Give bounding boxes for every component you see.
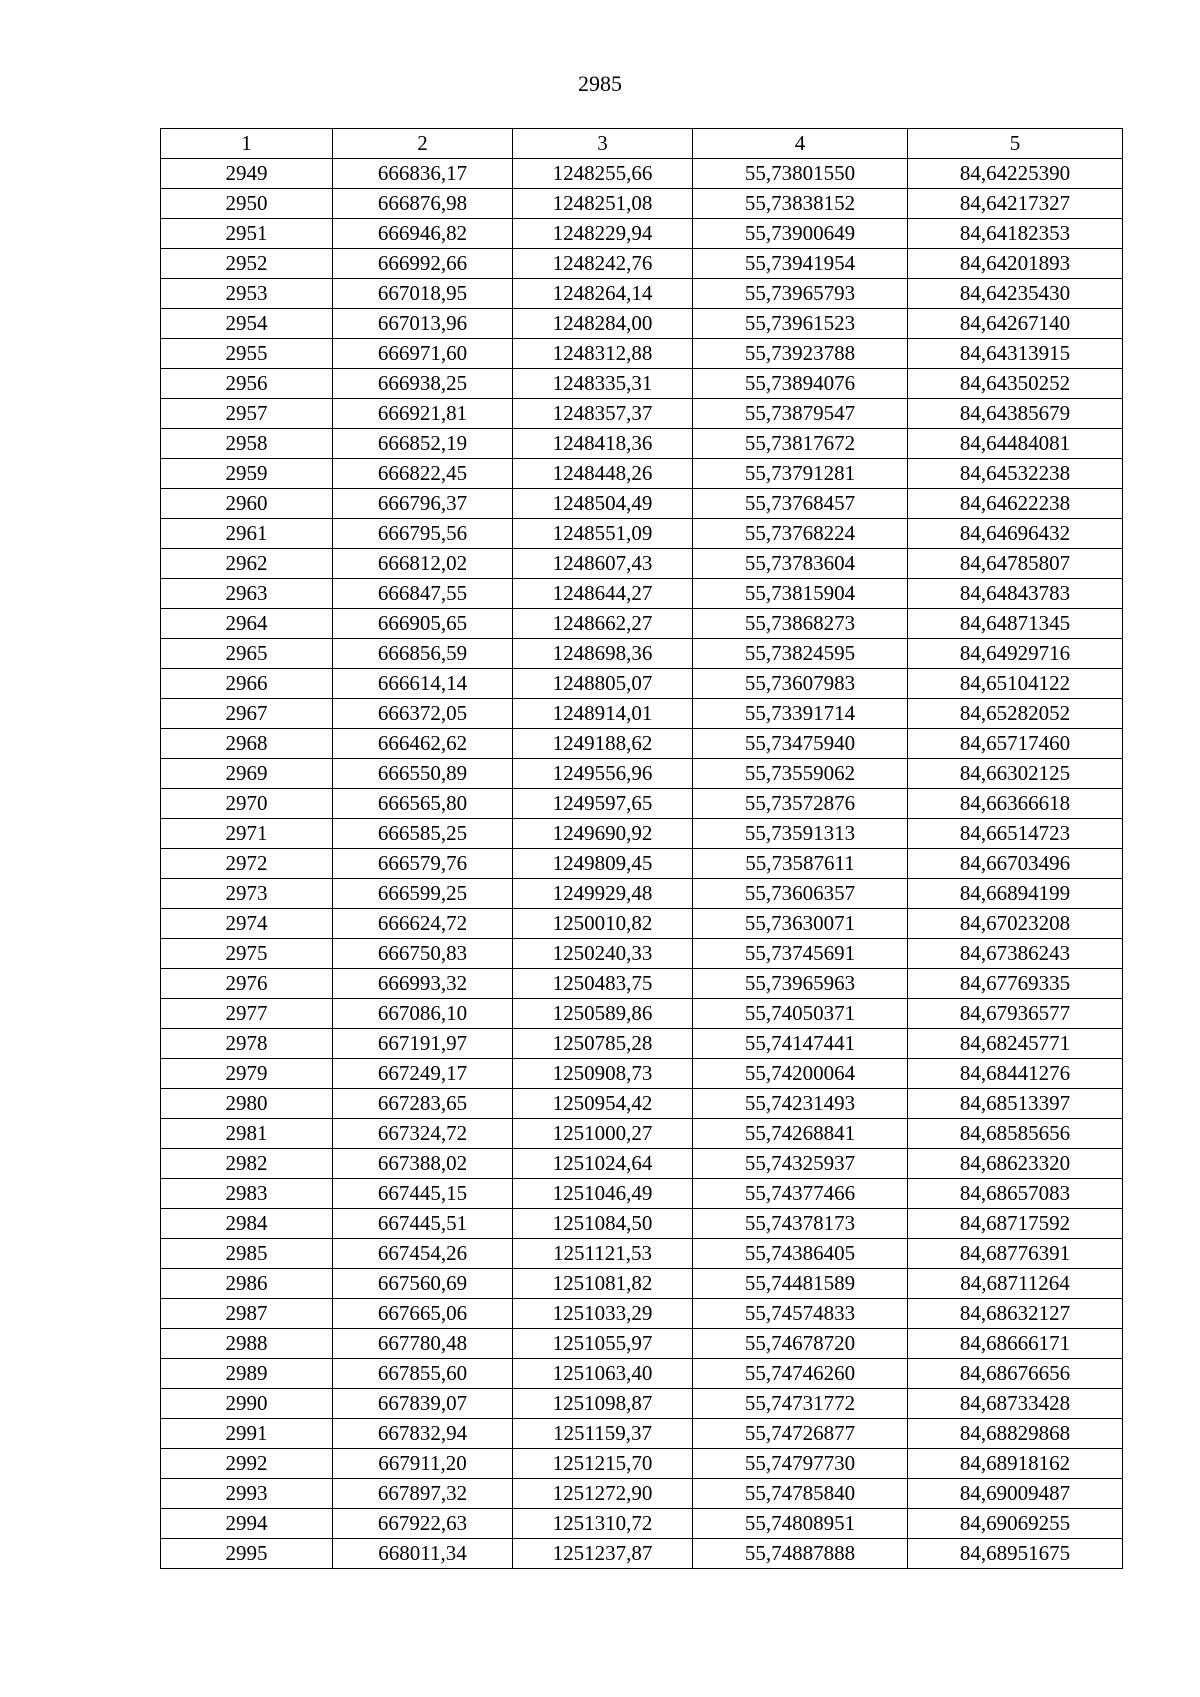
table-row	[161, 249, 1123, 279]
point-number-cell: 2987	[161, 1299, 333, 1329]
longitude-cell: 84,66894199	[908, 879, 1123, 909]
y-coordinate-cell: 1248418,36	[513, 429, 693, 459]
latitude-cell: 55,74050371	[693, 999, 908, 1029]
longitude-cell: 84,68776391	[908, 1239, 1123, 1269]
point-number-cell: 2958	[161, 429, 333, 459]
latitude-cell: 55,73941954	[693, 249, 908, 279]
table-row	[161, 1149, 1123, 1179]
table-row	[161, 189, 1123, 219]
y-coordinate-cell: 1248551,09	[513, 519, 693, 549]
table-row	[161, 1479, 1123, 1509]
y-coordinate-cell: 1248607,43	[513, 549, 693, 579]
x-coordinate-cell: 667922,63	[333, 1509, 513, 1539]
x-coordinate-cell: 666599,25	[333, 879, 513, 909]
y-coordinate-cell: 1251055,97	[513, 1329, 693, 1359]
latitude-cell: 55,73879547	[693, 399, 908, 429]
y-coordinate-cell: 1248242,76	[513, 249, 693, 279]
latitude-cell: 55,74797730	[693, 1449, 908, 1479]
longitude-cell: 84,67386243	[908, 939, 1123, 969]
point-number-cell: 2953	[161, 279, 333, 309]
table-row	[161, 1209, 1123, 1239]
longitude-cell: 84,64235430	[908, 279, 1123, 309]
latitude-cell: 55,73630071	[693, 909, 908, 939]
column-header-1: 1	[161, 129, 333, 159]
y-coordinate-cell: 1251063,40	[513, 1359, 693, 1389]
longitude-cell: 84,65282052	[908, 699, 1123, 729]
latitude-cell: 55,74574833	[693, 1299, 908, 1329]
longitude-cell: 84,69069255	[908, 1509, 1123, 1539]
point-number-cell: 2974	[161, 909, 333, 939]
table-row	[161, 879, 1123, 909]
longitude-cell: 84,68585656	[908, 1119, 1123, 1149]
longitude-cell: 84,68666171	[908, 1329, 1123, 1359]
table-row	[161, 459, 1123, 489]
x-coordinate-cell: 666585,25	[333, 819, 513, 849]
latitude-cell: 55,73868273	[693, 609, 908, 639]
x-coordinate-cell: 666579,76	[333, 849, 513, 879]
point-number-cell: 2967	[161, 699, 333, 729]
table-row	[161, 1299, 1123, 1329]
latitude-cell: 55,74325937	[693, 1149, 908, 1179]
longitude-cell: 84,65104122	[908, 669, 1123, 699]
y-coordinate-cell: 1250908,73	[513, 1059, 693, 1089]
latitude-cell: 55,74481589	[693, 1269, 908, 1299]
longitude-cell: 84,64871345	[908, 609, 1123, 639]
point-number-cell: 2985	[161, 1239, 333, 1269]
table-row	[161, 699, 1123, 729]
x-coordinate-cell: 666565,80	[333, 789, 513, 819]
point-number-cell: 2992	[161, 1449, 333, 1479]
latitude-cell: 55,73894076	[693, 369, 908, 399]
header-row	[161, 129, 1123, 159]
y-coordinate-cell: 1251098,87	[513, 1389, 693, 1419]
longitude-cell: 84,64929716	[908, 639, 1123, 669]
table-row	[161, 849, 1123, 879]
table-row	[161, 1329, 1123, 1359]
latitude-cell: 55,74887888	[693, 1539, 908, 1569]
longitude-cell: 84,64267140	[908, 309, 1123, 339]
y-coordinate-cell: 1251272,90	[513, 1479, 693, 1509]
latitude-cell: 55,73783604	[693, 549, 908, 579]
y-coordinate-cell: 1250785,28	[513, 1029, 693, 1059]
y-coordinate-cell: 1248504,49	[513, 489, 693, 519]
point-number-cell: 2993	[161, 1479, 333, 1509]
longitude-cell: 84,66514723	[908, 819, 1123, 849]
x-coordinate-cell: 666812,02	[333, 549, 513, 579]
latitude-cell: 55,73572876	[693, 789, 908, 819]
point-number-cell: 2995	[161, 1539, 333, 1569]
table-row	[161, 1179, 1123, 1209]
y-coordinate-cell: 1248229,94	[513, 219, 693, 249]
table-row	[161, 549, 1123, 579]
point-number-cell: 2988	[161, 1329, 333, 1359]
x-coordinate-cell: 667388,02	[333, 1149, 513, 1179]
table-row	[161, 369, 1123, 399]
y-coordinate-cell: 1248312,88	[513, 339, 693, 369]
longitude-cell: 84,64622238	[908, 489, 1123, 519]
longitude-cell: 84,64532238	[908, 459, 1123, 489]
longitude-cell: 84,68733428	[908, 1389, 1123, 1419]
y-coordinate-cell: 1251046,49	[513, 1179, 693, 1209]
latitude-cell: 55,73923788	[693, 339, 908, 369]
x-coordinate-cell: 667665,06	[333, 1299, 513, 1329]
point-number-cell: 2978	[161, 1029, 333, 1059]
y-coordinate-cell: 1251024,64	[513, 1149, 693, 1179]
table-row	[161, 969, 1123, 999]
longitude-cell: 84,65717460	[908, 729, 1123, 759]
latitude-cell: 55,74731772	[693, 1389, 908, 1419]
longitude-cell: 84,68829868	[908, 1419, 1123, 1449]
point-number-cell: 2964	[161, 609, 333, 639]
point-number-cell: 2982	[161, 1149, 333, 1179]
table-row	[161, 1509, 1123, 1539]
y-coordinate-cell: 1248264,14	[513, 279, 693, 309]
table-row	[161, 939, 1123, 969]
point-number-cell: 2994	[161, 1509, 333, 1539]
x-coordinate-cell: 667445,51	[333, 1209, 513, 1239]
y-coordinate-cell: 1251310,72	[513, 1509, 693, 1539]
table-row	[161, 669, 1123, 699]
table-row	[161, 999, 1123, 1029]
point-number-cell: 2986	[161, 1269, 333, 1299]
y-coordinate-cell: 1251215,70	[513, 1449, 693, 1479]
y-coordinate-cell: 1249597,65	[513, 789, 693, 819]
point-number-cell: 2981	[161, 1119, 333, 1149]
y-coordinate-cell: 1251033,29	[513, 1299, 693, 1329]
point-number-cell: 2951	[161, 219, 333, 249]
point-number-cell: 2955	[161, 339, 333, 369]
latitude-cell: 55,73391714	[693, 699, 908, 729]
x-coordinate-cell: 666876,98	[333, 189, 513, 219]
x-coordinate-cell: 666550,89	[333, 759, 513, 789]
longitude-cell: 84,64785807	[908, 549, 1123, 579]
y-coordinate-cell: 1248644,27	[513, 579, 693, 609]
latitude-cell: 55,73817672	[693, 429, 908, 459]
y-coordinate-cell: 1248805,07	[513, 669, 693, 699]
latitude-cell: 55,74678720	[693, 1329, 908, 1359]
latitude-cell: 55,74200064	[693, 1059, 908, 1089]
longitude-cell: 84,64484081	[908, 429, 1123, 459]
latitude-cell: 55,74268841	[693, 1119, 908, 1149]
longitude-cell: 84,64313915	[908, 339, 1123, 369]
longitude-cell: 84,67936577	[908, 999, 1123, 1029]
latitude-cell: 55,73591313	[693, 819, 908, 849]
latitude-cell: 55,74147441	[693, 1029, 908, 1059]
x-coordinate-cell: 666795,56	[333, 519, 513, 549]
table-row	[161, 219, 1123, 249]
latitude-cell: 55,73965793	[693, 279, 908, 309]
latitude-cell: 55,73965963	[693, 969, 908, 999]
x-coordinate-cell: 667832,94	[333, 1419, 513, 1449]
table-row	[161, 309, 1123, 339]
x-coordinate-cell: 666856,59	[333, 639, 513, 669]
latitude-cell: 55,74378173	[693, 1209, 908, 1239]
x-coordinate-cell: 667013,96	[333, 309, 513, 339]
longitude-cell: 84,66366618	[908, 789, 1123, 819]
y-coordinate-cell: 1249556,96	[513, 759, 693, 789]
y-coordinate-cell: 1249809,45	[513, 849, 693, 879]
x-coordinate-cell: 666822,45	[333, 459, 513, 489]
latitude-cell: 55,73824595	[693, 639, 908, 669]
table-row	[161, 1269, 1123, 1299]
latitude-cell: 55,74746260	[693, 1359, 908, 1389]
x-coordinate-cell: 666993,32	[333, 969, 513, 999]
point-number-cell: 2971	[161, 819, 333, 849]
longitude-cell: 84,68918162	[908, 1449, 1123, 1479]
latitude-cell: 55,73900649	[693, 219, 908, 249]
longitude-cell: 84,68676656	[908, 1359, 1123, 1389]
table-header	[161, 129, 1123, 159]
table-row	[161, 579, 1123, 609]
table-row	[161, 1089, 1123, 1119]
latitude-cell: 55,74231493	[693, 1089, 908, 1119]
longitude-cell: 84,64201893	[908, 249, 1123, 279]
latitude-cell: 55,74808951	[693, 1509, 908, 1539]
x-coordinate-cell: 666852,19	[333, 429, 513, 459]
longitude-cell: 84,68632127	[908, 1299, 1123, 1329]
y-coordinate-cell: 1248448,26	[513, 459, 693, 489]
y-coordinate-cell: 1251159,37	[513, 1419, 693, 1449]
point-number-cell: 2962	[161, 549, 333, 579]
table-row	[161, 339, 1123, 369]
x-coordinate-cell: 667283,65	[333, 1089, 513, 1119]
point-number-cell: 2957	[161, 399, 333, 429]
y-coordinate-cell: 1250010,82	[513, 909, 693, 939]
table-row	[161, 1449, 1123, 1479]
column-header-4: 4	[693, 129, 908, 159]
y-coordinate-cell: 1251084,50	[513, 1209, 693, 1239]
x-coordinate-cell: 666992,66	[333, 249, 513, 279]
point-number-cell: 2975	[161, 939, 333, 969]
longitude-cell: 84,64182353	[908, 219, 1123, 249]
x-coordinate-cell: 667249,17	[333, 1059, 513, 1089]
latitude-cell: 55,73475940	[693, 729, 908, 759]
y-coordinate-cell: 1248698,36	[513, 639, 693, 669]
column-header-2: 2	[333, 129, 513, 159]
x-coordinate-cell: 667560,69	[333, 1269, 513, 1299]
table-row	[161, 1539, 1123, 1569]
x-coordinate-cell: 667454,26	[333, 1239, 513, 1269]
y-coordinate-cell: 1248335,31	[513, 369, 693, 399]
point-number-cell: 2952	[161, 249, 333, 279]
point-number-cell: 2961	[161, 519, 333, 549]
point-number-cell: 2950	[161, 189, 333, 219]
y-coordinate-cell: 1248914,01	[513, 699, 693, 729]
x-coordinate-cell: 666938,25	[333, 369, 513, 399]
table-row	[161, 729, 1123, 759]
table-row	[161, 1419, 1123, 1449]
point-number-cell: 2970	[161, 789, 333, 819]
point-number-cell: 2949	[161, 159, 333, 189]
point-number-cell: 2972	[161, 849, 333, 879]
y-coordinate-cell: 1250954,42	[513, 1089, 693, 1119]
x-coordinate-cell: 666462,62	[333, 729, 513, 759]
point-number-cell: 2968	[161, 729, 333, 759]
point-number-cell: 2959	[161, 459, 333, 489]
table-row	[161, 1359, 1123, 1389]
table-row	[161, 399, 1123, 429]
longitude-cell: 84,64843783	[908, 579, 1123, 609]
y-coordinate-cell: 1248662,27	[513, 609, 693, 639]
latitude-cell: 55,74785840	[693, 1479, 908, 1509]
y-coordinate-cell: 1248255,66	[513, 159, 693, 189]
latitude-cell: 55,74377466	[693, 1179, 908, 1209]
y-coordinate-cell: 1248357,37	[513, 399, 693, 429]
longitude-cell: 84,68717592	[908, 1209, 1123, 1239]
y-coordinate-cell: 1248284,00	[513, 309, 693, 339]
x-coordinate-cell: 666750,83	[333, 939, 513, 969]
longitude-cell: 84,68441276	[908, 1059, 1123, 1089]
point-number-cell: 2976	[161, 969, 333, 999]
longitude-cell: 84,64217327	[908, 189, 1123, 219]
longitude-cell: 84,64385679	[908, 399, 1123, 429]
x-coordinate-cell: 667445,15	[333, 1179, 513, 1209]
y-coordinate-cell: 1249929,48	[513, 879, 693, 909]
table-row	[161, 519, 1123, 549]
point-number-cell: 2989	[161, 1359, 333, 1389]
point-number-cell: 2973	[161, 879, 333, 909]
table-row	[161, 159, 1123, 189]
table-row	[161, 609, 1123, 639]
y-coordinate-cell: 1251081,82	[513, 1269, 693, 1299]
x-coordinate-cell: 667897,32	[333, 1479, 513, 1509]
point-number-cell: 2990	[161, 1389, 333, 1419]
latitude-cell: 55,73801550	[693, 159, 908, 189]
latitude-cell: 55,73606357	[693, 879, 908, 909]
table-body	[161, 159, 1123, 1569]
table-row	[161, 1239, 1123, 1269]
longitude-cell: 84,68245771	[908, 1029, 1123, 1059]
latitude-cell: 55,74726877	[693, 1419, 908, 1449]
x-coordinate-cell: 666372,05	[333, 699, 513, 729]
x-coordinate-cell: 667191,97	[333, 1029, 513, 1059]
table-row	[161, 1059, 1123, 1089]
x-coordinate-cell: 666836,17	[333, 159, 513, 189]
x-coordinate-cell: 666905,65	[333, 609, 513, 639]
x-coordinate-cell: 667780,48	[333, 1329, 513, 1359]
table-row	[161, 1029, 1123, 1059]
point-number-cell: 2980	[161, 1089, 333, 1119]
x-coordinate-cell: 667018,95	[333, 279, 513, 309]
table-row	[161, 639, 1123, 669]
x-coordinate-cell: 667324,72	[333, 1119, 513, 1149]
x-coordinate-cell: 666921,81	[333, 399, 513, 429]
table-row	[161, 1119, 1123, 1149]
table-row	[161, 1389, 1123, 1419]
longitude-cell: 84,66703496	[908, 849, 1123, 879]
x-coordinate-cell: 668011,34	[333, 1539, 513, 1569]
table-row	[161, 489, 1123, 519]
latitude-cell: 55,73791281	[693, 459, 908, 489]
x-coordinate-cell: 666847,55	[333, 579, 513, 609]
longitude-cell: 84,68951675	[908, 1539, 1123, 1569]
point-number-cell: 2954	[161, 309, 333, 339]
x-coordinate-cell: 667911,20	[333, 1449, 513, 1479]
x-coordinate-cell: 667855,60	[333, 1359, 513, 1389]
x-coordinate-cell: 666971,60	[333, 339, 513, 369]
longitude-cell: 84,64225390	[908, 159, 1123, 189]
point-number-cell: 2966	[161, 669, 333, 699]
page-number: 2985	[578, 71, 622, 96]
longitude-cell: 84,64696432	[908, 519, 1123, 549]
y-coordinate-cell: 1249188,62	[513, 729, 693, 759]
longitude-cell: 84,68711264	[908, 1269, 1123, 1299]
x-coordinate-cell: 667086,10	[333, 999, 513, 1029]
longitude-cell: 84,67023208	[908, 909, 1123, 939]
column-header-5: 5	[908, 129, 1123, 159]
x-coordinate-cell: 666614,14	[333, 669, 513, 699]
x-coordinate-cell: 666946,82	[333, 219, 513, 249]
table-row	[161, 429, 1123, 459]
coordinates-table	[160, 128, 1123, 1569]
y-coordinate-cell: 1250483,75	[513, 969, 693, 999]
table-row	[161, 789, 1123, 819]
longitude-cell: 84,68623320	[908, 1149, 1123, 1179]
latitude-cell: 55,73961523	[693, 309, 908, 339]
x-coordinate-cell: 666796,37	[333, 489, 513, 519]
longitude-cell: 84,68513397	[908, 1089, 1123, 1119]
point-number-cell: 2979	[161, 1059, 333, 1089]
latitude-cell: 55,73815904	[693, 579, 908, 609]
table-row	[161, 819, 1123, 849]
column-header-3: 3	[513, 129, 693, 159]
latitude-cell: 55,73745691	[693, 939, 908, 969]
point-number-cell: 2969	[161, 759, 333, 789]
table-row	[161, 759, 1123, 789]
x-coordinate-cell: 666624,72	[333, 909, 513, 939]
y-coordinate-cell: 1250589,86	[513, 999, 693, 1029]
x-coordinate-cell: 667839,07	[333, 1389, 513, 1419]
y-coordinate-cell: 1251121,53	[513, 1239, 693, 1269]
longitude-cell: 84,66302125	[908, 759, 1123, 789]
longitude-cell: 84,69009487	[908, 1479, 1123, 1509]
latitude-cell: 55,73768224	[693, 519, 908, 549]
point-number-cell: 2965	[161, 639, 333, 669]
longitude-cell: 84,68657083	[908, 1179, 1123, 1209]
point-number-cell: 2956	[161, 369, 333, 399]
point-number-cell: 2983	[161, 1179, 333, 1209]
y-coordinate-cell: 1251000,27	[513, 1119, 693, 1149]
point-number-cell: 2977	[161, 999, 333, 1029]
point-number-cell: 2991	[161, 1419, 333, 1449]
y-coordinate-cell: 1251237,87	[513, 1539, 693, 1569]
point-number-cell: 2984	[161, 1209, 333, 1239]
longitude-cell: 84,64350252	[908, 369, 1123, 399]
y-coordinate-cell: 1249690,92	[513, 819, 693, 849]
latitude-cell: 55,73607983	[693, 669, 908, 699]
latitude-cell: 55,74386405	[693, 1239, 908, 1269]
y-coordinate-cell: 1248251,08	[513, 189, 693, 219]
point-number-cell: 2960	[161, 489, 333, 519]
latitude-cell: 55,73559062	[693, 759, 908, 789]
point-number-cell: 2963	[161, 579, 333, 609]
table-row	[161, 279, 1123, 309]
y-coordinate-cell: 1250240,33	[513, 939, 693, 969]
table-row	[161, 909, 1123, 939]
latitude-cell: 55,73838152	[693, 189, 908, 219]
latitude-cell: 55,73587611	[693, 849, 908, 879]
longitude-cell: 84,67769335	[908, 969, 1123, 999]
latitude-cell: 55,73768457	[693, 489, 908, 519]
